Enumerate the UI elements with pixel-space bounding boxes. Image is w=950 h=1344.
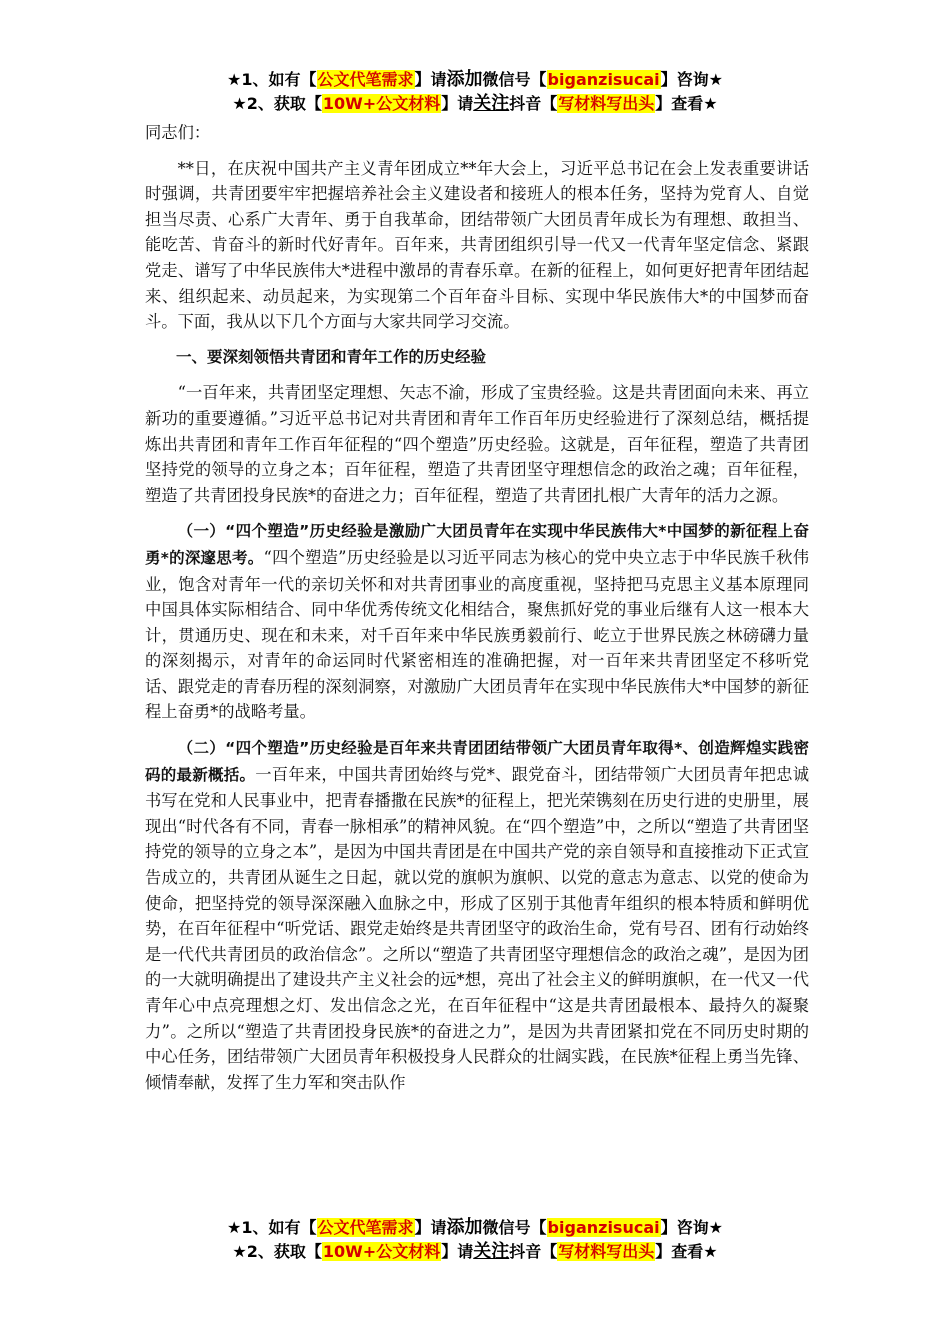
subsection-1-lead: （一）“四个塑造”历史经验是激励广大团员青年在实现中华民族伟大*中国梦的新征程上奋勇*的深邃思考。 bbox=[145, 522, 809, 567]
promo-text: ★2、获取【 bbox=[232, 1242, 322, 1261]
paragraph-subsection-2 bbox=[145, 735, 809, 1095]
subsection-2-body: 一百年来，中国共青团始终与党*、跟党奋斗，团结带领广大团员青年把忠诚书写在党和人民事业中，把青春播撒在民族*的征程上，把光荣镌刻在历史行进的史册里，展现出“时代各有不同，青春一脉相承”的精神风貌。在“四个塑造”中，之所以“塑造了共青团坚持党的领导的立身之本”，是因为中国共青团是在中国共产党的亲自领导和直接推动下正式宣告成立的，共青团从诞生之日起，就以党的旗帜为旗帜、以党的意志为意志、以党的使命为使命，把坚持党的领导深深融入血脉之中，形成了区别于其他青年组织的根本特质和鲜明优势，在百年征程中“听党话、跟党走始终是共青团坚守的政治生命，党有号召、团有行动始终是一代代共青团员的政治信念”。之所以“塑造了共青团坚守理想信念的政治之魂”，是因为团的一大就明确提出了建设共产主义社会的远*想，亮出了社会主义的鲜明旗帜，在一代又一代青年心中点亮理想之灯、发出信念之光，在百年征程中“这是共青团最根本、最持久的凝聚力”。之所以“塑造了共青团投身民族*的奋进之力”，是因为共青团紧扣党在不同历史时期的中心任务，团结带领广大团员青年积极投身人民群众的壮阔实践，在民族*征程上勇当先锋、倾情奉献，发挥了生力军和突击队作 bbox=[145, 764, 809, 1092]
subsection-1-body: “四个塑造”历史经验是以习近平同志为核心的党中央立志于中华民族千秋伟业，饱含对青年一代的亲切关怀和对共青团事业的高度重视，坚持把马克思主义基本原理同中国具体实际相结合、同中华优秀传统文化相结合，聚焦抓好党的事业后继有人这一根本大计，贯通历史、现在和未来，对千百年来中华民族勇毅前行、屹立于世界民族之林磅礴力量的深刻揭示，对青年的命运同时代紧密相连的准确把握，对一百年来共青团坚定不移听党话、跟党走的青春历程的深刻洞察，对激励广大团员青年在实现中华民族伟大*中国梦的新征程上奋勇*的战略考量。 bbox=[145, 547, 810, 722]
promo-emphasis: 添加 bbox=[446, 69, 483, 90]
promo-highlight: 10W+公文材料 bbox=[322, 1242, 441, 1261]
promo-highlight: 10W+公文材料 bbox=[322, 94, 441, 113]
subsection-2-lead: （二）“四个塑造”历史经验是百年来共青团团结带领广大团员青年取得*、创造辉煌实践密码的最新概括。 bbox=[145, 739, 809, 784]
paragraph-subsection-1 bbox=[145, 518, 809, 725]
promo-text: 】请 bbox=[441, 1242, 474, 1261]
promo-text: ★1、如有【 bbox=[227, 1218, 317, 1237]
promo-line-2 bbox=[0, 1240, 950, 1264]
promo-text: 】咨询★ bbox=[660, 70, 723, 89]
douyin-id-highlight: 写材料写出头 bbox=[558, 1242, 655, 1261]
promo-text: 微信号【 bbox=[482, 70, 547, 89]
top-promo-banner bbox=[0, 68, 950, 116]
promo-text: 】请 bbox=[414, 1218, 447, 1237]
promo-highlight: 公文代笔需求 bbox=[317, 1218, 414, 1237]
promo-text: 】请 bbox=[414, 70, 447, 89]
promo-text: 】查看★ bbox=[655, 94, 718, 113]
promo-line-1 bbox=[0, 68, 950, 92]
promo-line-1 bbox=[0, 1216, 950, 1240]
promo-text: ★1、如有【 bbox=[227, 70, 317, 89]
salutation: 同志们： bbox=[145, 123, 211, 142]
promo-text: 抖音【 bbox=[509, 94, 558, 113]
bottom-promo-banner bbox=[0, 1216, 950, 1264]
promo-text: 】请 bbox=[441, 94, 474, 113]
wechat-id-highlight: biganzisucai bbox=[547, 1218, 660, 1237]
promo-line-2 bbox=[0, 92, 950, 116]
promo-text: 】查看★ bbox=[655, 1242, 718, 1261]
promo-emphasis: 关注 bbox=[473, 93, 510, 114]
promo-text: 】咨询★ bbox=[660, 1218, 723, 1237]
paragraph-history: “一百年来，共青团坚定理想、矢志不渝，形成了宝贵经验。这是共青团面向未来、再立新功的重要遵循。”习近平总书记对共青团和青年工作百年历史经验进行了深刻总结，概括提炼出共青团和青年工作百年征程的“四个塑造”历史经验。这就是，百年征程，塑造了共青团坚持党的领导的立身之本；百年征程，塑造了共青团坚守理想信念的政治之魂；百年征程，塑造了共青团投身民族*的奋进之力；百年征程，塑造了共青团扎根广大青年的活力之源。 bbox=[145, 383, 809, 505]
document-body bbox=[145, 120, 809, 1105]
wechat-id-highlight: biganzisucai bbox=[547, 70, 660, 89]
section-heading-1: 一、要深刻领悟共青团和青年工作的历史经验 bbox=[176, 347, 487, 366]
paragraph-intro: **日，在庆祝中国共产主义青年团成立**年大会上，习近平总书记在会上发表重要讲话时强调，共青团要牢牢把握培养社会主义建设者和接班人的根本任务，坚持为党育人、自觉担当尽责、心系广大青年、勇于自我革命，团结带领广大团员青年成长为有理想、敢担当、能吃苦、肯奋斗的新时代好青年。百年来，共青团组织引导一代又一代青年坚定信念、紧跟党走、谱写了中华民族伟大*进程中激昂的青春乐章。在新的征程上，如何更好把青年团结起来、组织起来、动员起来，为实现第二个百年奋斗目标、实现中华民族伟大*的中国梦而奋斗。下面，我从以下几个方面与大家共同学习交流。 bbox=[145, 158, 809, 332]
promo-text: 抖音【 bbox=[509, 1242, 558, 1261]
promo-emphasis: 添加 bbox=[446, 1217, 483, 1238]
promo-text: 微信号【 bbox=[482, 1218, 547, 1237]
promo-text: ★2、获取【 bbox=[232, 94, 322, 113]
promo-highlight: 公文代笔需求 bbox=[317, 70, 414, 89]
promo-emphasis: 关注 bbox=[473, 1241, 510, 1262]
douyin-id-highlight: 写材料写出头 bbox=[558, 94, 655, 113]
